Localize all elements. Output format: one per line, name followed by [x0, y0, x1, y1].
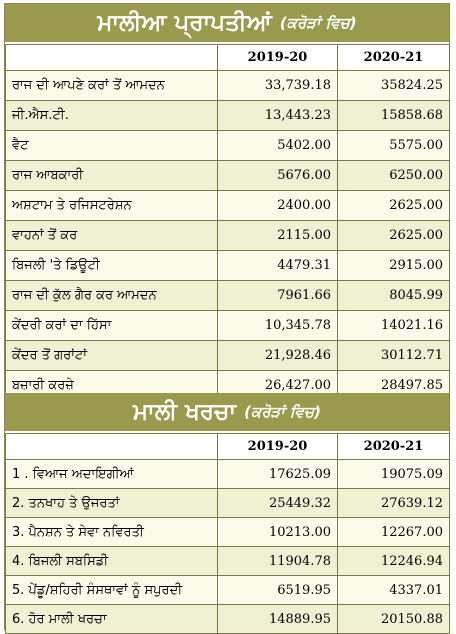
value-2019-20: 26,427.00 — [218, 371, 338, 401]
table-row — [6, 251, 450, 281]
budget-infographic — [4, 3, 450, 630]
expenditure-banner — [5, 393, 449, 431]
receipts-subtitle: (ਕਰੋੜਾਂ ਵਿਚ) — [279, 14, 357, 32]
table-row — [6, 131, 450, 161]
value-2019-20: 2400.00 — [218, 191, 338, 221]
value-2019-20: 10,345.78 — [218, 311, 338, 341]
header-year-1: 2019-20 — [218, 434, 338, 460]
value-2020-21: 8045.99 — [338, 281, 450, 311]
row-label: ਰਾਜ ਦੀ ਆਪਣੇ ਕਰਾਂ ਤੋਂ ਆਮਦਨ — [6, 71, 218, 101]
value-2019-20: 11904.78 — [218, 547, 338, 576]
row-label: ਰਾਜ ਆਬਕਾਰੀ — [6, 161, 218, 191]
expenditure-table — [5, 433, 450, 634]
expenditure-header-row — [6, 434, 450, 460]
value-2020-21: 2915.00 — [338, 251, 450, 281]
value-2019-20: 10213.00 — [218, 518, 338, 547]
row-label: 2. ਤਨਖਾਹ ਤੇ ਉਜਰਤਾਂ — [6, 489, 218, 518]
value-2019-20: 6519.95 — [218, 576, 338, 605]
value-2019-20: 33,739.18 — [218, 71, 338, 101]
value-2020-21: 20150.88 — [338, 605, 450, 634]
value-2019-20: 21,928.46 — [218, 341, 338, 371]
table-row — [6, 71, 450, 101]
row-label: ਰਾਜ ਦੀ ਕੁੱਲ ਗੈਰ ਕਰ ਆਮਦਨ — [6, 281, 218, 311]
header-blank — [6, 45, 218, 71]
value-2019-20: 4479.31 — [218, 251, 338, 281]
receipts-banner — [5, 4, 449, 42]
value-2020-21: 35824.25 — [338, 71, 450, 101]
row-label: 1 . ਵਿਆਜ ਅਦਾਇਗੀਆਂ — [6, 460, 218, 489]
value-2020-21: 4337.01 — [338, 576, 450, 605]
value-2020-21: 2625.00 — [338, 221, 450, 251]
row-label: ਕੇਂਦਰ ਤੋਂ ਗਰਾਂਟਾਂ — [6, 341, 218, 371]
table-row — [6, 341, 450, 371]
value-2020-21: 30112.71 — [338, 341, 450, 371]
row-label: ਬਜ਼ਾਰੀ ਕਰਜ਼ੇ — [6, 371, 218, 401]
row-label: ਕੇਂਦਰੀ ਕਰਾਂ ਦਾ ਹਿੱਸਾ — [6, 311, 218, 341]
row-label: 4. ਬਿਜਲੀ ਸਬਸਿਡੀ — [6, 547, 218, 576]
header-blank — [6, 434, 218, 460]
value-2020-21: 15858.68 — [338, 101, 450, 131]
value-2019-20: 17625.09 — [218, 460, 338, 489]
table-row — [6, 191, 450, 221]
row-label: ਵੈਟ — [6, 131, 218, 161]
row-label: ਬਿਜਲੀ 'ਤੇ ਡਿਊਟੀ — [6, 251, 218, 281]
value-2019-20: 7961.66 — [218, 281, 338, 311]
row-label: ਅਸ਼ਟਾਮ ਤੇ ਰਜਿਸਟਰੇਸ਼ਨ — [6, 191, 218, 221]
value-2019-20: 2115.00 — [218, 221, 338, 251]
receipts-table — [5, 44, 450, 401]
value-2020-21: 27639.12 — [338, 489, 450, 518]
row-label: 3. ਪੈਨਸ਼ਨ ਤੇ ਸੇਵਾ ਨਵਿਰਤੀ — [6, 518, 218, 547]
table-row — [6, 576, 450, 605]
row-label: ਵਾਹਨਾਂ ਤੋਂ ਕਰ — [6, 221, 218, 251]
table-row — [6, 518, 450, 547]
value-2020-21: 28497.85 — [338, 371, 450, 401]
value-2020-21: 6250.00 — [338, 161, 450, 191]
table-row — [6, 489, 450, 518]
table-row — [6, 281, 450, 311]
row-label: ਜੀ.ਐਸ.ਟੀ. — [6, 101, 218, 131]
value-2019-20: 5676.00 — [218, 161, 338, 191]
header-year-1: 2019-20 — [218, 45, 338, 71]
value-2020-21: 12246.94 — [338, 547, 450, 576]
expenditure-subtitle: (ਕਰੋੜਾਂ ਵਿਚ) — [244, 403, 321, 421]
header-year-2: 2020-21 — [338, 434, 450, 460]
value-2020-21: 5575.00 — [338, 131, 450, 161]
value-2019-20: 14889.95 — [218, 605, 338, 634]
row-label: 5. ਪੇਂਡੂ/ਸ਼ਹਿਰੀ ਸੰਸਥਾਵਾਂ ਨੂੰ ਸਪੁਰਦੀ — [6, 576, 218, 605]
table-row — [6, 221, 450, 251]
receipts-header-row — [6, 45, 450, 71]
table-row — [6, 101, 450, 131]
value-2019-20: 25449.32 — [218, 489, 338, 518]
row-label: 6. ਹੋਰ ਮਾਲੀ ਖਰਚਾ — [6, 605, 218, 634]
expenditure-title: ਮਾਲੀ ਖਰਚਾ — [133, 399, 237, 425]
value-2019-20: 13,443.23 — [218, 101, 338, 131]
table-row — [6, 460, 450, 489]
value-2019-20: 5402.00 — [218, 131, 338, 161]
table-row — [6, 547, 450, 576]
table-row — [6, 311, 450, 341]
header-year-2: 2020-21 — [338, 45, 450, 71]
value-2020-21: 12267.00 — [338, 518, 450, 547]
receipts-title: ਮਾਲੀਆ ਪ੍ਰਾਪਤੀਆਂ — [97, 10, 272, 36]
table-row — [6, 161, 450, 191]
table-row — [6, 605, 450, 634]
value-2020-21: 19075.09 — [338, 460, 450, 489]
value-2020-21: 14021.16 — [338, 311, 450, 341]
value-2020-21: 2625.00 — [338, 191, 450, 221]
